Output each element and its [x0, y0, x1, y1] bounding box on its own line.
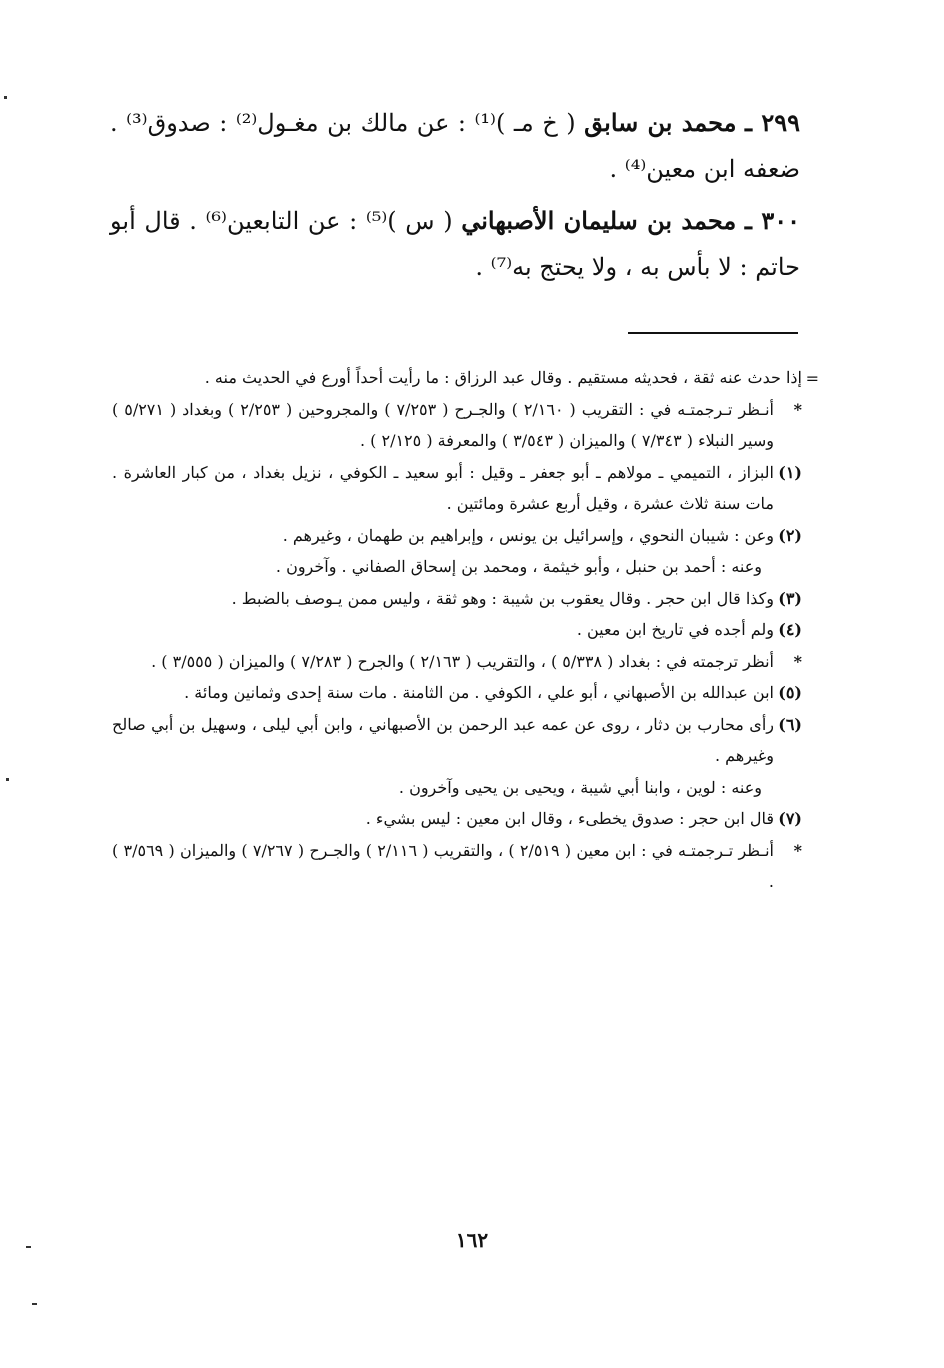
footnotes [112, 362, 802, 898]
entry-number: ٢٩٩ ـ [745, 108, 800, 137]
entry-1 [110, 100, 800, 192]
footnote [112, 772, 802, 804]
footnote-text: البزاز ، التميمي ـ مولاهم ـ أبو جعفر ـ وقيل : أبو سعيد ـ الكوفي ، نزيل بغداد ، من كبار العاشرة . مات سنة ثلاث عشرة ، وقيل أربع عشرة ومائتين . [112, 462, 774, 513]
entry-2 [110, 198, 800, 290]
footnote [112, 457, 802, 520]
footnote-text: إذا حدث عنه ثقة ، فحديثه مستقيم . وقال عبد الرزاق : ما رأيت أحداً أورع في الحديث منه . [204, 368, 802, 387]
entry-number: ٣٠٠ ـ [744, 206, 800, 235]
entry-name: محمد بن سابق [584, 108, 737, 137]
entry-text: ( س )⁽⁵⁾ : عن التابعين⁽⁶⁾ . قال أبو حاتم : لا بأس به ، ولا يحتج به⁽⁷⁾ . [110, 207, 800, 281]
footnote-marker: (٢) [778, 525, 802, 545]
footnote [112, 520, 802, 552]
footnote [112, 583, 802, 615]
footnote-marker: (٥) [778, 683, 802, 702]
footnote [112, 362, 802, 394]
footnote-text: وعنه : أحمد بن حنبل ، وأبو خيثمة ، ومحمد بن إسحاق الصفاني . وآخرون . [275, 557, 762, 576]
footnote-text: ولم أجده في تاريخ ابن معين . [576, 620, 774, 639]
footnote-marker: * [793, 651, 802, 671]
footnote-text: وكذا قال ابن حجر . وقال يعقوب بن شيبة : وهو ثقة ، وليس ممن يـوصف بالضبط . [231, 588, 774, 608]
footnote-text: قال ابن حجر : صدوق يخطىء ، وقال ابن معين : ليس بشيء . [365, 809, 774, 828]
footnote-marker: * [793, 399, 802, 419]
entry-text: ( خ مـ )⁽¹⁾ : عن مالك بن مغـول⁽²⁾ : صدوق⁽³⁾ . ضعفه ابن معين⁽⁴⁾ . [110, 109, 800, 183]
footnote [112, 677, 802, 709]
footnote-text: رأى محارب بن دثار ، روى عن عمه عبد الرحمن بن الأصبهاني ، وابن أبي ليلى ، وسهيل بن أبي صالح وغيرهم . [112, 714, 774, 765]
footnote [112, 835, 802, 898]
footnote-text: وعن : شيبان النحوي ، وإسرائيل بن يونس ، وإبراهيم بن طهمان ، وغيرهم . [282, 525, 774, 545]
footnote [112, 614, 802, 646]
footnote-text: أنظر ترجمته في : بغداد ( ٥/٣٣٨ ) ، والتقريب ( ٢/١٦٣ ) والجرح ( ٧/٢٨٣ ) والميزان ( ٣/٥٥٥ ) . [151, 651, 774, 671]
main-text [110, 100, 800, 296]
footnote-text: أنـظر تـرجمتـه في : ابن معين ( ٢/٥١٩ ) ، والتقريب ( ٢/١١٦ ) والجـرح ( ٧/٢٦٧ ) والميزان ( ٣/٥٦٩ ) . [112, 840, 775, 891]
footnote-text: وعنه : لوين ، وابنا أبي شيبة ، ويحيى بن يحيى وآخرون . [398, 777, 762, 797]
footnote-marker: * [793, 840, 802, 860]
footnote-marker: (١) [778, 462, 802, 482]
footnote-marker: (٣) [778, 588, 802, 608]
scan-speck [26, 1246, 31, 1248]
footnote-separator [628, 332, 798, 334]
scan-speck [32, 1303, 37, 1305]
footnote [112, 551, 802, 583]
footnote [112, 803, 802, 835]
scan-speck [4, 96, 7, 99]
entry-name: محمد بن سليمان الأصبهاني [461, 206, 737, 235]
footnote-text: أنـظر تـرجمتـه في : التقريب ( ٢/١٦٠ ) والجـرح ( ٧/٢٥٣ ) والمجروحين ( ٢/٢٥٣ ) وبغداد ( ٥/٢٧١ ) وسير النبلاء ( ٧/٣٤٣ ) والميزان ( ٣/٥٤٣ ) والمعرفة ( ٢/١٢٥ ) . [112, 399, 775, 450]
continuation-mark: = [805, 369, 819, 388]
footnote-marker: (٧) [778, 809, 802, 828]
footnote [112, 394, 802, 457]
footnote-marker: (٤) [778, 620, 802, 639]
footnote [112, 646, 802, 678]
page-number: ١٦٢ [455, 1228, 489, 1252]
footnote-marker: (٦) [778, 714, 802, 734]
footnote-text: ابن عبدالله بن الأصبهاني ، أبو علي ، الكوفي . من الثامنة . مات سنة إحدى وثمانين ومائة . [184, 683, 774, 702]
footnote [112, 709, 802, 772]
scan-speck [6, 778, 9, 781]
